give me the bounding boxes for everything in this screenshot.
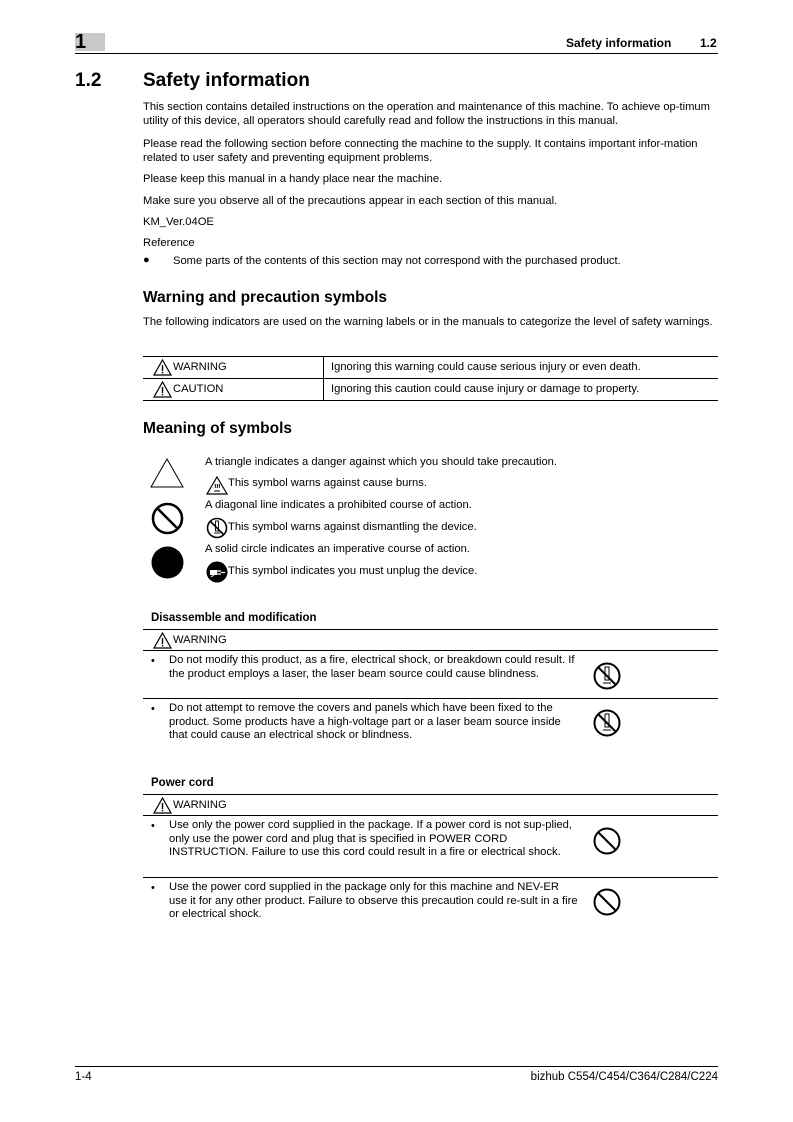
caution-level-description: Ignoring this caution could cause injury or damage to property. — [331, 383, 640, 395]
meaning-heading: Meaning of symbols — [143, 420, 292, 437]
power-cord-heading: Power cord — [151, 777, 214, 789]
unplug-icon — [206, 561, 228, 583]
intro-paragraph-4: Make sure you observe all of the precautions appear in each section of this manual. — [143, 195, 558, 207]
bullet-icon: • — [151, 655, 155, 667]
prohibited-icon — [593, 888, 621, 916]
page-number: 1-4 — [75, 1071, 92, 1083]
diagonal-line-meaning: A diagonal line indicates a prohibited course of action. — [205, 499, 472, 511]
burn-warning-icon — [206, 476, 228, 495]
disassemble-rule-top — [143, 629, 718, 630]
power-cord-warning-icon — [153, 797, 172, 814]
table-column-divider — [323, 356, 324, 401]
header-rule — [75, 53, 718, 54]
disassemble-item-2: Do not attempt to remove the covers and panels which have been fixed to the product. Some products have a high-voltage part or a laser beam source inside that could cause an electrical shock or blindness. — [169, 702, 561, 741]
prohibited-icon — [151, 502, 184, 535]
power-cord-row-divider — [143, 877, 718, 878]
disassemble-heading: Disassemble and modification — [151, 612, 317, 624]
bullet-icon: • — [151, 882, 155, 894]
header-section-ref: 1.2 — [700, 36, 717, 50]
version-code: KM_Ver.04OE — [143, 216, 214, 228]
intro-paragraph-3: Please keep this manual in a handy place near the machine. — [143, 173, 443, 185]
table-rule-middle — [143, 378, 718, 379]
warning-level-label: WARNING — [173, 361, 227, 373]
power-cord-warning-label: WARNING — [173, 799, 227, 811]
disassemble-rule-header — [143, 650, 718, 651]
power-cord-rule-top — [143, 794, 718, 795]
disassemble-warning-icon — [153, 632, 172, 649]
disassemble-item-1: Do not modify this product, as a fire, electrical shock, or breakdown could result. If the product employs a laser, the laser beam source could cause blindness. — [169, 654, 575, 680]
table-rule-bottom — [143, 400, 718, 401]
model-name: bizhub C554/C454/C364/C284/C224 — [530, 1071, 718, 1083]
reference-note: Some parts of the contents of this section may not correspond with the purchased product. — [173, 255, 621, 267]
bullet-icon: • — [151, 820, 155, 832]
burn-warning-text: This symbol warns against cause burns. — [228, 477, 427, 489]
warning-symbols-heading: Warning and precaution symbols — [143, 289, 388, 306]
footer-rule — [75, 1066, 718, 1067]
no-disassembly-text: This symbol warns against dismantling the device. — [228, 521, 477, 533]
prohibited-icon — [593, 827, 621, 855]
table-rule-top — [143, 356, 718, 357]
power-cord-item-2: Use the power cord supplied in the package only for this machine and NEV-ER use it for any other product. Failure to observe this precaution could re-sult in a fire or electrical shock. — [169, 881, 578, 920]
danger-triangle-icon — [150, 458, 184, 488]
intro-paragraph-1: This section contains detailed instructions on the operation and maintenance of this machine. To achieve op-timum utility of this device, all operators should carefully read and follow the instructions in this manual. — [143, 101, 710, 127]
intro-paragraph-2: Please read the following section before connecting the machine to the supply. It contains important infor-mation related to user safety and preventing equipment problems. — [143, 138, 698, 164]
warning-symbols-intro: The following indicators are used on the warning labels or in the manuals to categorize the level of safety warnings. — [143, 316, 713, 328]
no-disassembly-icon — [593, 709, 621, 737]
power-cord-item-1: Use only the power cord supplied in the package. If a power cord is not sup-plied, only use the power cord and plug that is specified in POWER CORD INSTRUCTION. Failure to use this cord could result in a fire or electrical shock. — [169, 819, 572, 858]
imperative-circle-icon — [151, 546, 184, 579]
caution-level-label: CAUTION — [173, 383, 224, 395]
bullet-icon: • — [151, 703, 155, 715]
disassemble-row-divider — [143, 698, 718, 699]
running-title: Safety information — [566, 36, 672, 50]
unplug-text: This symbol indicates you must unplug the device. — [228, 565, 478, 577]
solid-circle-meaning: A solid circle indicates an imperative course of action. — [205, 543, 470, 555]
triangle-meaning: A triangle indicates a danger against which you should take precaution. — [205, 456, 558, 468]
no-disassembly-icon — [206, 517, 228, 539]
no-disassembly-icon — [593, 662, 621, 690]
caution-triangle-icon — [153, 381, 172, 398]
warning-triangle-icon — [153, 359, 172, 376]
warning-level-description: Ignoring this warning could cause serious injury or even death. — [331, 361, 641, 373]
chapter-number: 1 — [75, 31, 87, 53]
section-number: 1.2 — [75, 70, 102, 91]
bullet-icon: ● — [143, 254, 150, 266]
disassemble-warning-label: WARNING — [173, 634, 227, 646]
page-title: Safety information — [143, 70, 310, 91]
reference-label: Reference — [143, 237, 195, 249]
power-cord-rule-header — [143, 815, 718, 816]
